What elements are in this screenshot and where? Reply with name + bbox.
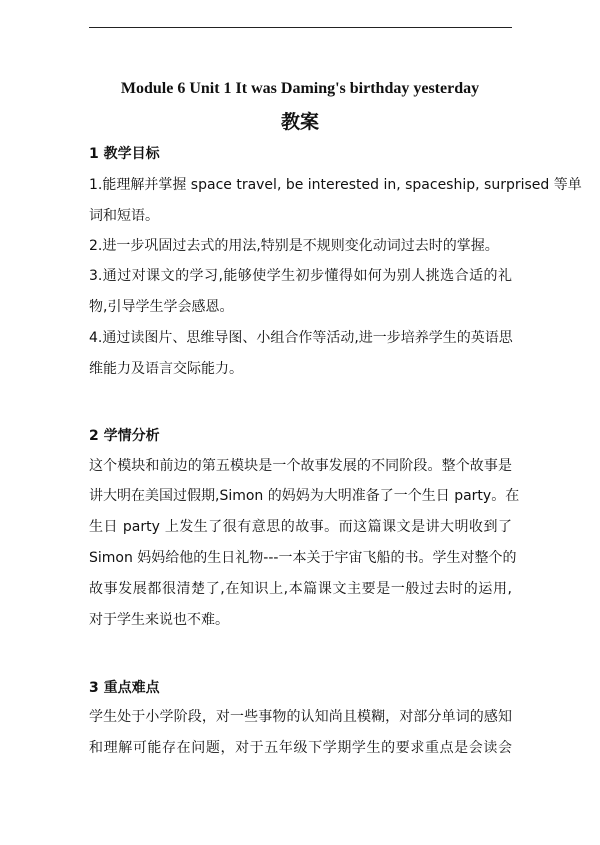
- paragraph-line: 学生处于小学阶段，对一些事物的认知尚且模糊，对部分单词的感知: [89, 709, 512, 725]
- paragraph-line: 1.能理解并掌握 space travel, be interested in, spaceship, surprised 等单: [89, 177, 582, 193]
- document-title: Module 6 Unit 1 It was Daming's birthday yesterday: [120, 80, 480, 97]
- paragraph-line: 生日 party 上发生了很有意思的故事。而这篇课文是讲大明收到了: [89, 519, 512, 535]
- paragraph-line: 4.通过读图片、思维导图、小组合作等活动,进一步培养学生的英语思: [89, 330, 513, 346]
- paragraph-line: 3.通过对课文的学习,能够使学生初步懂得如何为别人挑选合适的礼: [89, 268, 512, 284]
- paragraph-line: 这个模块和前边的第五模块是一个故事发展的不同阶段。整个故事是: [89, 458, 512, 474]
- paragraph-line: 2.进一步巩固过去式的用法,特别是不规则变化动词过去时的掌握。: [89, 238, 499, 254]
- paragraph-line: 和理解可能存在问题，对于五年级下学期学生的要求重点是会读会: [89, 740, 512, 756]
- section-heading-analysis: 2 学情分析: [89, 428, 160, 444]
- section-heading-key-points: 3 重点难点: [89, 680, 160, 696]
- header-rule: [89, 27, 512, 28]
- paragraph-line: 讲大明在美国过假期,Simon 的妈妈为大明准备了一个生日 party。在: [89, 488, 520, 504]
- paragraph-line: Simon 妈妈给他的生日礼物---一本关于宇宙飞船的书。学生对整个的: [89, 550, 517, 566]
- paragraph-line: 对于学生来说也不难。: [89, 612, 229, 628]
- paragraph-line: 物,引导学生学会感恩。: [89, 299, 234, 315]
- paragraph-line: 维能力及语言交际能力。: [89, 361, 243, 377]
- section-heading-objectives: 1 教学目标: [89, 146, 160, 162]
- document-subtitle: 教案: [280, 111, 319, 133]
- paragraph-line: 词和短语。: [89, 208, 159, 224]
- paragraph-line: 故事发展都很清楚了,在知识上,本篇课文主要是一般过去时的运用,: [89, 581, 512, 597]
